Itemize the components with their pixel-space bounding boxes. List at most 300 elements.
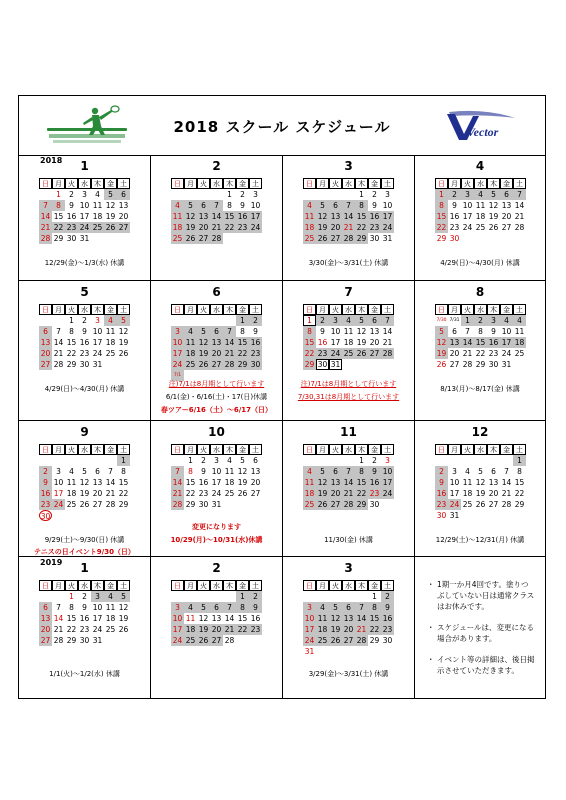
day-cell: 5 [184,200,197,211]
day-cell: 13 [250,467,261,476]
day-cell: 20 [488,489,499,498]
day-cell: 7 [56,603,61,612]
day-cell: 16 [369,478,380,487]
weekday-header: 月 [448,304,461,315]
day-cell: 15 [356,478,367,487]
day-cell: 24 [382,223,393,232]
month-number: 2 [212,561,221,575]
day-cell: 25 [475,223,486,232]
month-panel [19,281,151,421]
day-cell: 14 [514,201,525,210]
day-cell: 25 [343,349,354,358]
calendar-table [171,304,262,381]
empty-cell [52,315,65,326]
day-cell: 2 [69,190,74,199]
day-cell: 15 [369,614,380,623]
day-cell: 9 [435,477,448,488]
day-cell: 27 [330,234,341,243]
day-cell: 21 [343,489,354,498]
day-cell: 19 [317,223,328,232]
month-number: 5 [80,285,89,299]
weekday-header: 水 [210,444,223,455]
day-cell: 18 [66,489,77,498]
day-cell: 30 [79,360,90,369]
weekday-header: 金 [368,444,381,455]
weekday-header: 木 [91,304,104,315]
day-cell: 30 [369,234,380,243]
empty-cell [171,315,184,326]
day-cell: 20 [40,625,51,634]
vector-logo-text: Vector [467,125,499,139]
weekday-header: 日 [303,178,316,189]
empty-cell [39,591,52,602]
day-cell: 26 [356,349,367,358]
day-cell: 17 [172,349,183,358]
day-cell: 27 [118,223,129,232]
day-cell: 6 [342,602,355,613]
empty-cell [474,455,487,466]
day-cell: 15 [66,338,77,347]
day-cell: 13 [118,201,129,210]
calendar-table [39,580,130,646]
day-cell: 21 [224,625,235,634]
day-cell: 26 [488,223,499,232]
day-cell: 26 [185,234,196,243]
day-cell: 4 [104,591,117,602]
day-cell: 10 [79,201,90,210]
day-cell: 28 [53,636,64,645]
day-cell: 21 [172,489,183,498]
weekday-header: 火 [65,580,78,591]
day-cell: 10 [382,467,393,476]
day-cell: 15 [514,478,525,487]
day-cell: 30 [449,234,460,243]
day-cell: 6 [452,327,457,336]
month-panel [151,281,283,421]
weekday-header: 土 [249,304,262,315]
weekday-header: 月 [316,178,329,189]
day-cell: 2 [372,456,377,465]
weekday-header: 火 [197,580,210,591]
calendar-table [435,444,526,521]
month-note: テニスの日イベント9/30（日） [34,548,135,556]
day-cell: 20 [250,478,261,487]
empty-cell [197,591,210,602]
day-cell: 8 [303,326,316,337]
day-cell: 11 [172,212,183,221]
month-note: 12/29(土)～12/31(月) 休講 [435,536,525,544]
calendar-table [435,178,526,244]
day-cell: 14 [224,338,235,347]
weekday-header: 土 [381,580,394,591]
day-cell: 13 [501,201,512,210]
empty-cell [184,591,197,602]
day-cell: 19 [237,478,248,487]
day-cell: 11 [185,338,196,347]
day-cell: 27 [211,636,222,645]
day-cell: 5 [82,467,87,476]
day-cell: 2 [201,456,206,465]
month-number: 11 [340,425,357,439]
day-cell: 20 [449,349,460,358]
empty-cell [171,189,184,200]
month-note: 12/29(金)～1/3(水) 休講 [44,259,125,267]
day-cell: 19 [317,489,328,498]
day-cell: 16 [369,212,380,221]
day-cell: 22 [66,349,77,358]
day-cell: 31 [501,360,512,369]
day-cell: 7 [465,327,470,336]
month-panel [415,155,545,281]
weekday-header: 土 [249,444,262,455]
day-cell: 17 [330,338,341,347]
day-cell: 9 [82,603,87,612]
day-cell: 16 [436,489,447,498]
day-cell: 6 [95,467,100,476]
day-cell: 24 [92,349,103,358]
day-cell: 22 [514,489,525,498]
day-cell: 16 [317,338,328,347]
empty-cell [39,315,52,326]
day-cell: 16 [79,614,90,623]
day-cell: 25 [105,349,116,358]
day-cell: 3 [329,315,342,326]
day-cell: 10 [304,614,315,623]
day-cell: 27 [343,636,354,645]
day-cell: 19 [79,489,90,498]
weekday-header: 木 [223,178,236,189]
weekday-header: 月 [184,444,197,455]
month-panel [283,281,415,421]
day-cell: 26 [79,500,90,509]
day-cell: 20 [330,489,341,498]
day-cell: 5 [240,456,245,465]
day-cell: 17 [382,212,393,221]
day-cell: 7 [108,467,113,476]
weekday-header: 火 [461,304,474,315]
day-cell: 26 [118,349,129,358]
weekday-header: 火 [461,444,474,455]
calendar-table [303,444,394,510]
month-panel [19,421,151,557]
day-cell: 17 [79,212,90,221]
info-note: ・ イベント等の詳細は、後日掲示させていただきます。 [427,654,535,676]
weekday-header: 金 [368,580,381,591]
empty-cell [223,315,236,326]
day-cell: 19 [185,223,196,232]
empty-cell [303,455,316,466]
month-note: 3/29(金)～3/31(土) 休講 [308,670,389,678]
day-cell: 25 [172,234,183,243]
day-cell: 12 [118,327,129,336]
day-cell: 18 [475,212,486,221]
day-cell: 10 [501,327,512,336]
day-cell: 30 [488,360,499,369]
day-cell: 22 [118,489,129,498]
weekday-header: 木 [355,304,368,315]
day-cell: 28 [462,360,473,369]
day-cell: 17 [53,489,64,498]
day-cell: 25 [185,636,196,645]
day-cell: 27 [369,349,380,358]
weekday-header: 水 [210,178,223,189]
day-cell: 21 [382,338,393,347]
day-cell: 20 [211,349,222,358]
empty-cell [435,455,448,466]
empty-cell [184,315,197,326]
day-cell: 17 [92,338,103,347]
day-cell: 18 [304,223,315,232]
empty-cell [500,455,513,466]
day-cell: 7/1 [171,370,184,381]
day-cell: 23 [79,625,90,634]
day-cell: 5 [197,326,210,337]
month-note: 10/29(月)～10/31(水)休講 [170,536,263,544]
weekday-header: 土 [249,580,262,591]
day-cell: 3 [385,456,390,465]
weekday-header: 金 [500,444,513,455]
day-cell: 29 [66,360,77,369]
weekday-header: 木 [355,580,368,591]
day-cell: 27 [211,360,222,369]
weekday-header: 金 [104,580,117,591]
day-cell: 4 [171,200,184,211]
day-cell: 4 [227,456,232,465]
day-cell: 25 [304,500,315,509]
weekday-header: 木 [91,444,104,455]
weekday-header: 月 [184,580,197,591]
day-cell: 8 [69,603,74,612]
day-cell: 2 [435,466,448,477]
vector-logo [445,110,517,144]
day-cell: 10 [250,201,261,210]
day-cell: 31 [79,234,90,243]
day-cell: 31 [304,647,315,656]
day-cell: 25 [66,500,77,509]
empty-cell [52,591,65,602]
weekday-header: 木 [355,178,368,189]
day-cell: 18 [172,223,183,232]
info-list [427,579,535,686]
day-cell: 21 [462,349,473,358]
day-cell: 5 [329,602,342,613]
month-number: 1 [80,159,89,173]
day-cell: 11 [304,212,315,221]
day-cell: 11 [66,478,77,487]
day-cell: 21 [53,349,64,358]
empty-cell [223,591,236,602]
day-cell: 22 [369,625,380,634]
day-cell: 20 [198,223,209,232]
day-cell: 15 [436,212,447,221]
month-number: 2 [212,159,221,173]
month-note: 4/29(日)～4/30(月) 休講 [44,385,125,393]
day-cell: 7 [355,602,368,613]
month-note: 7/30,31は8月期として行います [297,393,400,401]
day-cell: 25 [224,489,235,498]
weekday-header: 土 [117,444,130,455]
weekday-header: 木 [91,580,104,591]
day-cell: 22 [237,625,248,634]
day-cell: 17 [462,212,473,221]
day-cell: 24 [172,636,183,645]
month-note: 8/13(月)～8/17(金) 休講 [440,385,520,393]
day-cell: 30 [66,234,77,243]
day-cell: 4 [104,315,117,326]
day-cell: 4 [513,315,526,326]
day-cell: 26 [105,223,116,232]
day-cell: 20 [118,212,129,221]
day-cell: 17 [501,338,512,347]
day-cell: 24 [304,636,315,645]
day-cell: 10 [92,327,103,336]
day-cell: 28 [514,223,525,232]
day-cell: 8 [435,200,448,211]
day-cell: 31 [92,636,103,645]
day-cell: 20 [369,338,380,347]
day-cell: 9 [39,477,52,488]
day-cell: 3 [171,602,184,613]
day-cell: 27 [40,360,51,369]
day-cell: 6 [197,200,210,211]
day-cell: 29 [53,234,64,243]
day-cell: 10 [211,467,222,476]
empty-cell [210,189,223,200]
day-cell: 4 [303,466,316,477]
day-cell: 11 [475,201,486,210]
day-cell: 1 [56,190,61,199]
weekday-header: 土 [381,304,394,315]
day-cell: 10 [462,201,473,210]
day-cell: 17 [172,625,183,634]
day-cell: 24 [449,500,460,509]
day-cell: 3 [303,602,316,613]
day-cell: 6 [210,326,223,337]
day-cell: 20 [330,223,341,232]
day-cell: 30 [250,360,261,369]
weekday-header: 火 [329,304,342,315]
day-cell: 21 [211,223,222,232]
day-cell: 9 [491,327,496,336]
day-cell: 28 [356,636,367,645]
info-note: ・ スケジュールは、変更になる場合があります。 [427,622,535,644]
day-cell: 19 [330,625,341,634]
calendar-table [303,304,394,370]
day-cell: 5 [316,466,329,477]
day-cell: 25 [514,349,525,358]
weekday-header: 金 [236,304,249,315]
weekday-header: 日 [171,304,184,315]
day-cell: 29 [356,234,367,243]
day-cell: 29 [304,360,315,369]
day-cell: 3 [214,456,219,465]
day-cell: 27 [330,500,341,509]
day-cell: 19 [436,349,447,358]
month-panel [19,557,151,698]
day-cell: 11 [105,603,116,612]
day-cell: 7 [210,200,223,211]
day-cell: 28 [501,500,512,509]
weekday-header: 火 [329,580,342,591]
empty-cell [329,455,342,466]
weekday-header: 木 [91,178,104,189]
day-cell: 15 [224,212,235,221]
day-cell: 9 [372,201,377,210]
day-cell: 21 [105,489,116,498]
day-cell: 16 [237,212,248,221]
day-cell: 8 [236,602,249,613]
weekday-header: 木 [223,444,236,455]
day-cell: 25 [105,625,116,634]
day-cell: 23 [449,223,460,232]
day-cell: 21 [356,625,367,634]
day-cell: 24 [382,489,393,498]
day-cell: 22 [356,223,367,232]
weekday-header: 水 [342,580,355,591]
day-cell: 9 [253,327,258,336]
day-cell: 14 [53,338,64,347]
day-cell: 7 [342,200,355,211]
day-cell: 3 [91,591,104,602]
day-cell: 1 [359,190,364,199]
month-note: 注)7/1は8月期として行います [168,380,265,388]
day-cell: 6 [253,456,258,465]
day-cell: 4 [342,315,355,326]
schedule-sheet [18,95,546,699]
day-cell: 28 [105,500,116,509]
day-cell: 12 [436,338,447,347]
day-cell: 18 [105,338,116,347]
day-cell: 3 [95,316,100,325]
day-cell: 8 [355,200,368,211]
day-cell: 29 [118,500,129,509]
day-cell: 9 [368,466,381,477]
calendar-table [39,178,130,244]
day-cell: 12 [237,467,248,476]
day-cell: 6 [491,467,496,476]
weekday-header: 日 [303,580,316,591]
day-cell: 27 [40,636,51,645]
day-cell: 31 [449,511,460,520]
weekday-header: 火 [461,178,474,189]
day-cell: 8 [240,327,245,336]
day-cell: 3 [385,190,390,199]
day-cell: 16 [250,614,261,623]
day-cell: 11 [185,614,196,623]
day-cell: 16 [66,212,77,221]
empty-cell [342,591,355,602]
day-cell: 3 [487,315,500,326]
weekday-header: 金 [236,178,249,189]
weekday-header: 月 [316,580,329,591]
month-note: 11/30(金) 休講 [324,536,373,544]
day-cell: 4 [95,190,100,199]
day-cell: 23 [198,489,209,498]
day-cell: 21 [53,625,64,634]
day-cell: 29 [369,636,380,645]
day-cell: 8 [121,467,126,476]
day-cell: 13 [488,478,499,487]
empty-cell [171,455,184,466]
weekday-header: 月 [316,304,329,315]
day-cell: 12 [198,614,209,623]
day-cell: 7 [504,467,509,476]
day-cell: 2 [249,591,262,602]
empty-cell [171,591,184,602]
weekday-header: 月 [52,304,65,315]
calendar-table [171,580,262,646]
day-cell: 17 [211,478,222,487]
